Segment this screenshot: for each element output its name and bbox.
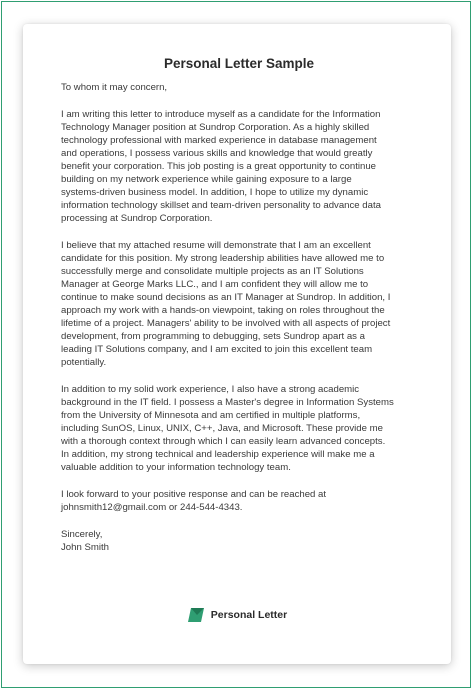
paragraph-line: valuable addition to your information technology team. (61, 462, 291, 473)
paragraph-line: processing at Sundrop Corporation. (61, 213, 213, 224)
salutation: To whom it may concern, (61, 82, 168, 93)
paragraph-line: including SunOS, Linux, UNIX, C++, Java, and Microsoft. These provide me (61, 423, 383, 434)
paragraph-line: approach my work with a hands-on viewpoint, taking on roles throughout the (61, 305, 385, 316)
paragraph-1 (61, 108, 413, 225)
outer-frame (1, 1, 471, 688)
brand-logo (23, 606, 451, 624)
letter-sheet (23, 24, 451, 664)
paragraph-line: In addition, my strong technical and leadership experience will make me a (61, 449, 375, 460)
paragraph-line: background in the IT field. I possess a Master's degree in Information Systems (61, 397, 394, 408)
paragraph-line: leading IT Solutions company, and I am excited to join this excellent team (61, 344, 373, 355)
paragraph-line: building on my network experience while gaining exposure to a large (61, 174, 352, 185)
paragraph-line: successfully merge and consolidate multiple projects as an IT Solutions (61, 266, 364, 277)
paragraph-line: development, from programming to debugging, sets Sundrop apart as a (61, 331, 365, 342)
paragraph-line: I believe that my attached resume will demonstrate that I am an excellent (61, 240, 371, 251)
signature: John Smith (61, 542, 109, 553)
paragraph-line: with a thorough context through which I can easily learn advanced concepts. (61, 436, 386, 447)
letter-title: Personal Letter Sample (163, 56, 315, 71)
paragraph-line: I look forward to your positive response and can be reached at (61, 489, 327, 500)
paragraph-line: systems-driven business model. In addition, I hope to utilize my dynamic (61, 187, 369, 198)
paragraph-2 (61, 239, 413, 369)
paragraph-line: I am writing this letter to introduce myself as a candidate for the Information (61, 109, 381, 120)
closing: Sincerely, (61, 529, 103, 540)
paragraph-line: from the University of Minnesota and am certified in multiple platforms, (61, 410, 361, 421)
paragraph-line: lifetime of a project. Managers' ability to be involved with all aspects of project (61, 318, 391, 329)
paragraph-line: johnsmith12@gmail.com or 244-544-4343. (61, 502, 243, 513)
brand-name: Personal Letter (210, 609, 288, 621)
paragraph-3 (61, 383, 413, 474)
paragraph-4 (61, 488, 413, 514)
personal-letter-logo-icon (187, 606, 205, 624)
paragraph-line: and operations, I possess various skills and knowledge that would greatly (61, 148, 373, 159)
paragraph-line: continue to make sound decisions as an IT Manager at Sundrop. In addition, I (61, 292, 391, 303)
paragraph-line: In addition to my solid work experience, I also have a strong academic (61, 384, 360, 395)
paragraph-line: technology professional with marked experience in database management (61, 135, 377, 146)
closing-block (61, 528, 413, 554)
paragraph-line: Technology Manager position at Sundrop Corporation. As a highly skilled (61, 122, 370, 133)
paragraph-line: potentially. (61, 357, 107, 368)
paragraph-line: information technology skillset and team-driven personality to advance data (61, 200, 381, 211)
paragraph-line: benefit your corporation. This job posting is a great opportunity to continue (61, 161, 377, 172)
paragraph-line: Manager at George Marks LLC., and I am confident they will allow me to (61, 279, 369, 290)
paragraph-line: candidate for this position. My strong leadership abilities have allowed me to (61, 253, 385, 264)
